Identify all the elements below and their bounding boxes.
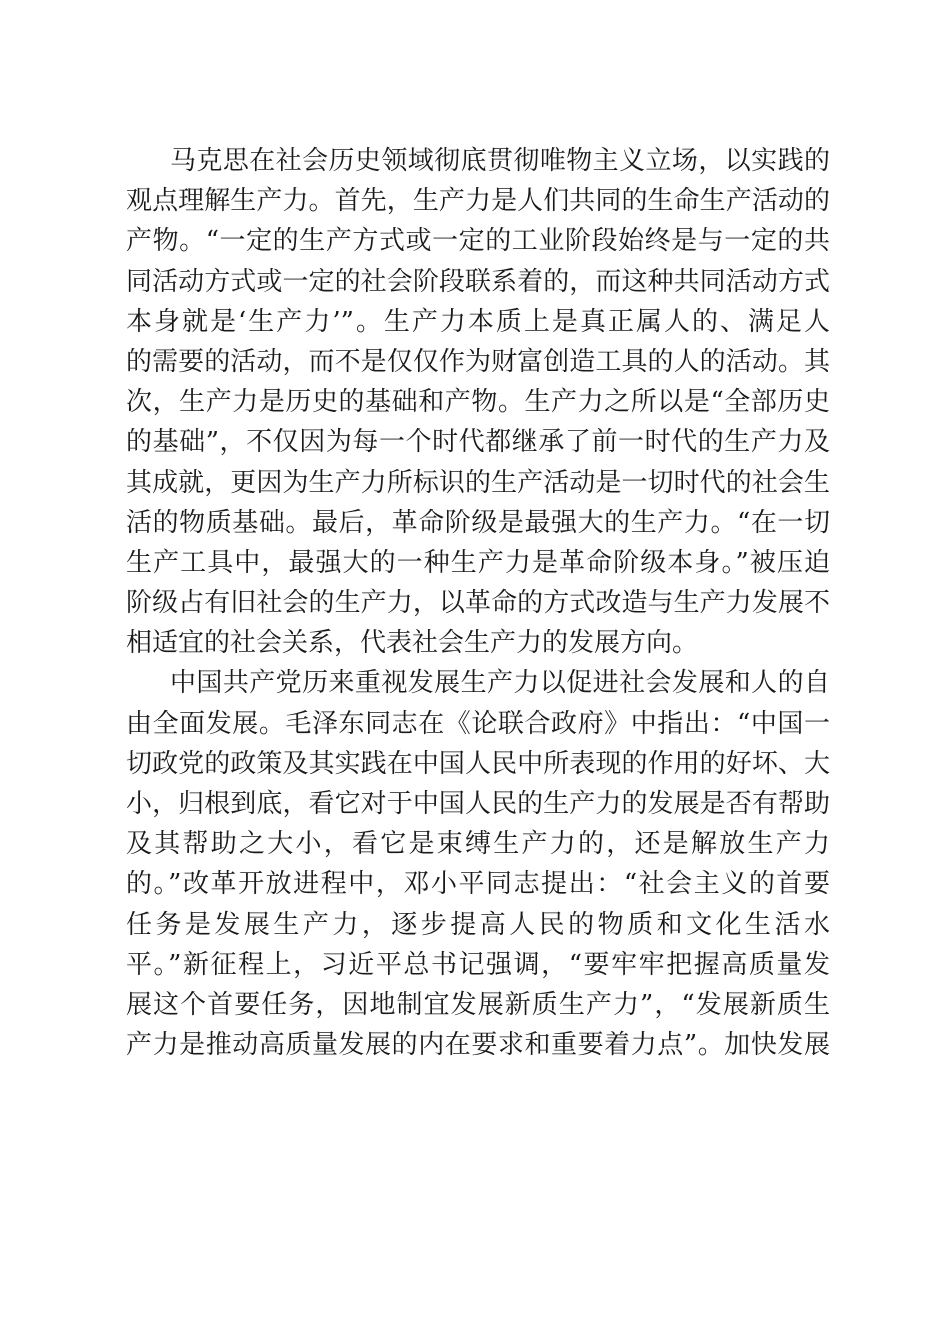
text-line: 的需要的活动，而不是仅仅作为财富创造工具的人的活动。其 [126,346,830,377]
text-line: 由全面发展。毛泽东同志在《论联合政府》中指出：“中国一 [126,708,830,739]
text-line: 活的物质基础。最后，革命阶级是最强大的生产力。“在一切 [126,507,830,538]
text-line: 本身就是‘生产力’”。生产力本质上是真正属人的、满足人 [126,306,830,337]
text-line: 展这个首要任务，因地制宜发展新质生产力”，“发展新质生 [126,989,830,1020]
paragraph [126,141,830,663]
text-line: 同活动方式或一定的社会阶段联系着的，而这种共同活动方式 [126,266,830,297]
text-line: 切政党的政策及其实践在中国人民中所表现的作用的好坏、大 [126,748,830,779]
text-line: 相适宜的社会关系，代表社会生产力的发展方向。 [126,628,699,659]
text-line: 生产工具中，最强大的一种生产力是革命阶级本身。”被压迫 [126,547,830,578]
text-line: 其成就，更因为生产力所标识的生产活动是一切时代的社会生 [126,467,830,498]
text-line: 平。”新征程上，习近平总书记强调，“要牢牢把握高质量发 [126,949,830,980]
body-text [126,141,830,1065]
text-line: 的。”改革开放进程中，邓小平同志提出：“社会主义的首要 [126,869,830,900]
text-line: 中国共产党历来重视发展生产力以促进社会发展和人的自 [170,668,830,699]
text-line: 次，生产力是历史的基础和产物。生产力之所以是“全部历史 [126,387,830,418]
text-line: 观点理解生产力。首先，生产力是人们共同的生命生产活动的 [126,186,830,217]
text-line: 任务是发展生产力，逐步提高人民的物质和文化生活水 [126,909,830,940]
text-line: 阶级占有旧社会的生产力，以革命的方式改造与生产力发展不 [126,588,830,619]
text-line: 产力是推动高质量发展的内在要求和重要着力点”。加快发展 [126,1030,830,1061]
text-line: 小，归根到底，看它对于中国人民的生产力的发展是否有帮助 [126,789,830,819]
text-line: 马克思在社会历史领域彻底贯彻唯物主义立场，以实践的 [170,146,830,176]
text-line: 及其帮助之大小，看它是束缚生产力的，还是解放生产力 [126,829,830,860]
text-line: 的基础”，不仅因为每一个时代都继承了前一时代的生产力及 [126,427,830,458]
text-line: 产物。“一定的生产方式或一定的工业阶段始终是与一定的共 [126,226,830,257]
paragraph [126,663,830,1065]
